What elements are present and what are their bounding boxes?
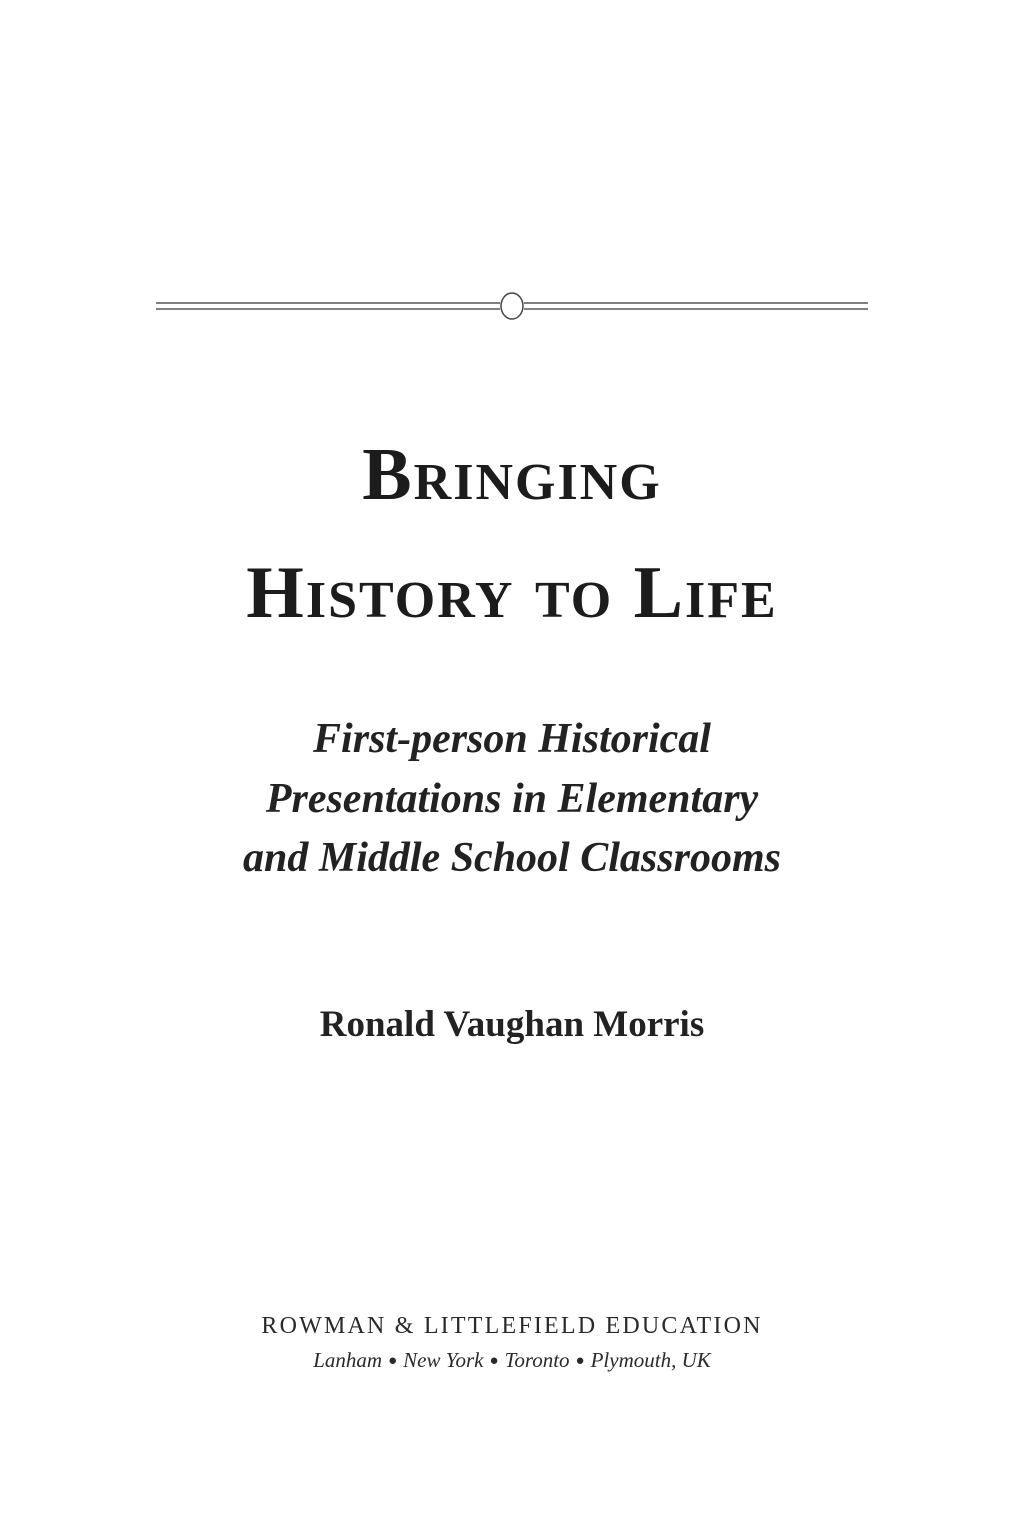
location-item: Lanham	[313, 1348, 383, 1372]
title-line-1: Bringing	[362, 434, 662, 516]
bullet-separator-icon: ●	[388, 1353, 398, 1369]
author-name: Ronald Vaughan Morris	[319, 1004, 705, 1045]
publisher-name: ROWMAN & LITTLEFIELD EDUCATION	[261, 1313, 763, 1339]
oval-ornament-icon	[501, 293, 523, 319]
subtitle-line-3: and Middle School Classrooms	[243, 835, 781, 881]
publisher-locations	[0, 1350, 1024, 1371]
bullet-separator-icon: ●	[575, 1353, 585, 1369]
bullet-separator-icon: ●	[489, 1353, 499, 1369]
title-ornament-rule	[156, 292, 868, 322]
subtitle-line-1: First-person Historical	[313, 716, 711, 762]
location-item: New York	[403, 1348, 484, 1372]
title-line-2: History to Life	[246, 552, 778, 634]
location-item: Plymouth, UK	[590, 1348, 711, 1372]
subtitle-line-2: Presentations in Elementary	[265, 776, 759, 822]
location-item: Toronto	[504, 1348, 570, 1372]
